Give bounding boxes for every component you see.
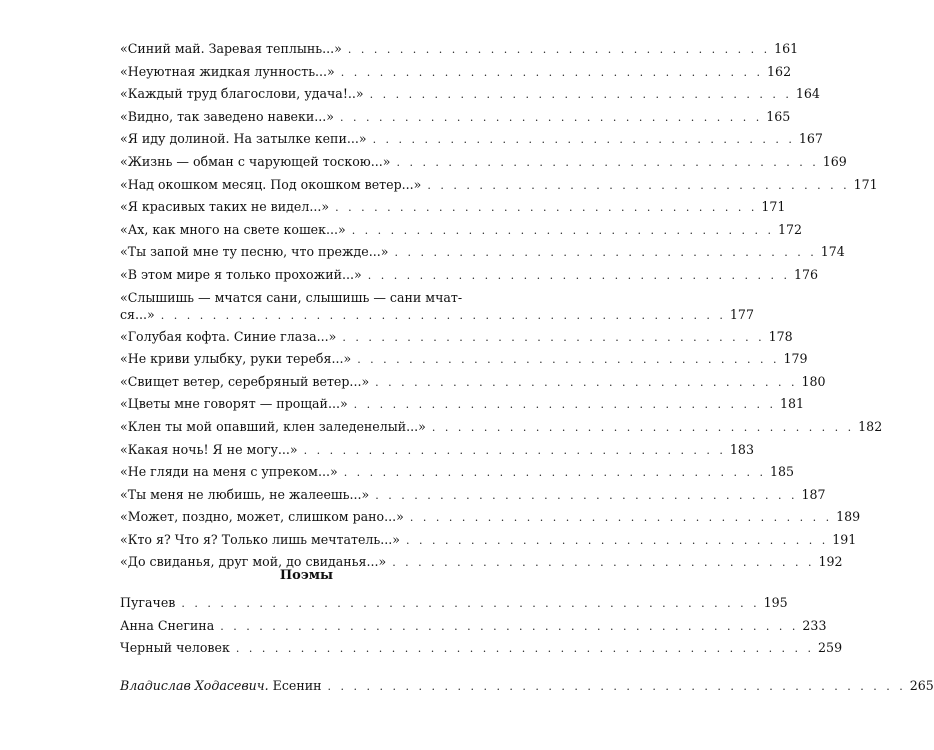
- dot-leader: . . . . . . . . . . . . . . . . . . . . . . . . . . . . . . . . . . . . . . . . . . . . .: [220, 619, 799, 633]
- toc-entry-title: «Ты меня не любишь, не жалеешь...»: [120, 486, 370, 502]
- table-of-contents: [120, 38, 883, 574]
- toc-entry: [120, 439, 754, 462]
- toc-entry: [120, 151, 847, 174]
- poem-title: Анна Снегина: [120, 617, 215, 633]
- dot-leader: . . . . . . . . . . . . . . . . . . . . . . . . . . . . . . . . .: [392, 556, 815, 570]
- essay-entry: [120, 675, 934, 698]
- essay-name: Есенин: [272, 678, 322, 693]
- toc-entry-title: «Ах, как много на свете кошек...»: [120, 221, 346, 237]
- essay-title: [120, 675, 322, 698]
- toc-entry-page: 176: [793, 266, 819, 282]
- toc-entry-title: «Ты запой мне ту песню, что прежде...»: [120, 244, 389, 260]
- dot-leader: . . . . . . . . . . . . . . . . . . . . . . . . . . . . . . . . .: [353, 398, 776, 412]
- toc-entry-title: «Не гляди на меня с упреком...»: [120, 464, 338, 480]
- toc-entry: [120, 326, 793, 349]
- dot-leader: . . . . . . . . . . . . . . . . . . . . . . . . . . . . . . . . .: [427, 178, 850, 192]
- dot-leader: . . . . . . . . . . . . . . . . . . . . . . . . . . . . . . . . .: [340, 65, 764, 79]
- toc-entry-page: 167: [798, 131, 823, 147]
- toc-entry-title: «Видно, так заведено навеки...»: [120, 108, 334, 124]
- toc-entry: [120, 61, 792, 84]
- toc-entry-title: «Над окошком месяц. Под окошком ветер...»: [120, 176, 422, 192]
- toc-entry-page: 178: [768, 328, 793, 344]
- toc-entry-page: 187: [801, 486, 826, 502]
- dot-leader: . . . . . . . . . . . . . . . . . . . . . . . . . . . . . . . . .: [406, 533, 829, 547]
- dot-leader: . . . . . . . . . . . . . . . . . . . . . . . . . . . . . . . . .: [339, 110, 763, 124]
- poem-title: Черный человек: [120, 640, 230, 656]
- toc-entry-title: «Я красивых таких не видел...»: [120, 199, 330, 215]
- toc-entry: [120, 106, 791, 129]
- dot-leader: . . . . . . . . . . . . . . . . . . . . . . . . . . . . . . . . .: [335, 201, 758, 215]
- dot-leader: . . . . . . . . . . . . . . . . . . . . . . . . . . . . . . . . .: [303, 443, 726, 457]
- toc-entry-page: 171: [853, 176, 878, 192]
- poem-title: Пугачев: [120, 595, 176, 610]
- toc-entry-title: «Синий май. Заревая теплынь...»: [120, 41, 342, 56]
- toc-entry: [120, 219, 803, 242]
- toc-entry-page: 182: [858, 418, 883, 434]
- toc-entry-page: 180: [801, 373, 826, 389]
- toc-entry-page: 179: [783, 351, 808, 367]
- toc-entry-title: «Кто я? Что я? Только лишь мечтатель...»: [120, 531, 400, 547]
- dot-leader: . . . . . . . . . . . . . . . . . . . . . . . . . . . . . . . . .: [347, 43, 771, 56]
- essay-list: [120, 675, 934, 698]
- dot-leader: . . . . . . . . . . . . . . . . . . . . . . . . . . . . . . . . .: [351, 223, 774, 237]
- toc-entry: [120, 371, 826, 394]
- dot-leader: . . . . . . . . . . . . . . . . . . . . . . . . . . . . . . . . . . . . . . . . . . . .: [160, 308, 726, 322]
- section-heading: Поэмы: [279, 568, 334, 583]
- dot-leader: . . . . . . . . . . . . . . . . . . . . . . . . . . . . . . . . .: [431, 420, 855, 434]
- toc-entry-page: 177: [729, 306, 754, 322]
- dot-leader: . . . . . . . . . . . . . . . . . . . . . . . . . . . . . . . . .: [375, 375, 798, 389]
- toc-entry: [120, 128, 823, 151]
- toc-entry: [120, 264, 819, 287]
- toc-entry-page: 172: [777, 221, 803, 237]
- toc-entry: [120, 174, 878, 197]
- poem-page: 195: [763, 595, 788, 610]
- poem-entry: [120, 592, 788, 615]
- toc-entry-title: «Жизнь — обман с чарующей тоскою...»: [120, 153, 391, 169]
- toc-entry-page: 161: [774, 41, 799, 56]
- toc-entry-page: 165: [766, 108, 791, 124]
- toc-entry-title-line1: «Слышишь — мчатся сани, слышишь — сани мчат-: [120, 289, 463, 305]
- dot-leader: . . . . . . . . . . . . . . . . . . . . . . . . . . . . . . . . .: [343, 466, 766, 480]
- toc-entry-page: 183: [729, 441, 754, 457]
- poem-page: 233: [802, 617, 827, 633]
- dot-leader: . . . . . . . . . . . . . . . . . . . . . . . . . . . . . . . . .: [375, 488, 798, 502]
- poems-list: [120, 592, 843, 660]
- toc-entry-title: «Не криви улыбку, руки теребя...»: [120, 351, 352, 367]
- poem-page: 259: [818, 640, 843, 656]
- dot-leader: . . . . . . . . . . . . . . . . . . . . . . . . . . . . . . . . .: [369, 88, 792, 102]
- toc-entry-title-line2: ся...»: [120, 306, 155, 322]
- toc-entry: [120, 196, 786, 219]
- toc-entry-page: 192: [818, 554, 843, 570]
- dot-leader: . . . . . . . . . . . . . . . . . . . . . . . . . . . . . . . . .: [409, 511, 833, 525]
- toc-entry-title: «Я иду долиной. На затылке кепи...»: [120, 131, 367, 147]
- toc-entry-title: «Клен ты мой опавший, клен заледенелый...»: [120, 418, 426, 434]
- toc-entry-page: 185: [769, 464, 795, 480]
- toc-entry-wrapped: [120, 289, 754, 326]
- toc-entry-page: 189: [836, 509, 861, 525]
- toc-entry-title: «Какая ночь! Я не могу...»: [120, 441, 298, 457]
- toc-entry-title: «Голубая кофта. Синие глаза...»: [120, 328, 337, 344]
- toc-entry-title: «До свиданья, друг мой, до свиданья...»: [120, 554, 387, 570]
- dot-leader: . . . . . . . . . . . . . . . . . . . . . . . . . . . . . . . . .: [394, 246, 817, 260]
- toc-entry: [120, 393, 804, 416]
- toc-entry: [120, 241, 845, 264]
- poem-entry: [120, 615, 827, 638]
- toc-entry-page: 162: [767, 63, 792, 79]
- dot-leader: . . . . . . . . . . . . . . . . . . . . . . . . . . . . . . . . .: [372, 133, 795, 147]
- dot-leader: . . . . . . . . . . . . . . . . . . . . . . . . . . . . . . . . .: [342, 330, 765, 344]
- toc-entry-title: «Может, поздно, может, слишком рано...»: [120, 509, 404, 525]
- dot-leader: . . . . . . . . . . . . . . . . . . . . . . . . . . . . . . . . . . . . . . . . . . . . .: [181, 597, 760, 610]
- dot-leader: . . . . . . . . . . . . . . . . . . . . . . . . . . . . . . . . .: [367, 268, 790, 282]
- toc-entry-title: «Каждый труд благослови, удача!..»: [120, 86, 364, 102]
- toc-entry-page: 191: [832, 531, 857, 547]
- toc-entry-title: «Неуютная жидкая лунность...»: [120, 63, 335, 79]
- toc-entry-page: 169: [822, 153, 847, 169]
- poem-entry: [120, 637, 843, 660]
- toc-entry: [120, 83, 820, 106]
- toc-entry: [120, 416, 883, 439]
- dot-leader: . . . . . . . . . . . . . . . . . . . . . . . . . . . . . . . . . . . . . . . . . . . . .: [327, 680, 906, 693]
- toc-entry-page: 181: [779, 396, 804, 412]
- dot-leader: . . . . . . . . . . . . . . . . . . . . . . . . . . . . . . . . . . . . . . . . . . . . .: [235, 642, 815, 656]
- essay-page: 265: [909, 678, 934, 693]
- dot-leader: . . . . . . . . . . . . . . . . . . . . . . . . . . . . . . . . .: [396, 155, 819, 169]
- toc-entry: [120, 484, 826, 507]
- toc-entry-page: 164: [795, 86, 820, 102]
- toc-entry: [120, 529, 857, 552]
- toc-entry-title: «В этом мире я только прохожий...»: [120, 266, 362, 282]
- toc-entry: [120, 348, 808, 371]
- toc-entry-title: «Свищет ветер, серебряный ветер...»: [120, 373, 370, 389]
- toc-entry: [120, 506, 861, 529]
- toc-entry-title: «Цветы мне говорят — прощай...»: [120, 396, 348, 412]
- dot-leader: . . . . . . . . . . . . . . . . . . . . . . . . . . . . . . . . .: [357, 353, 780, 367]
- essay-author: Владислав Ходасевич.: [120, 678, 269, 693]
- toc-entry-page: 171: [761, 199, 786, 215]
- toc-entry-page: 174: [820, 244, 845, 260]
- toc-entry: [120, 461, 795, 484]
- toc-entry: [120, 38, 799, 61]
